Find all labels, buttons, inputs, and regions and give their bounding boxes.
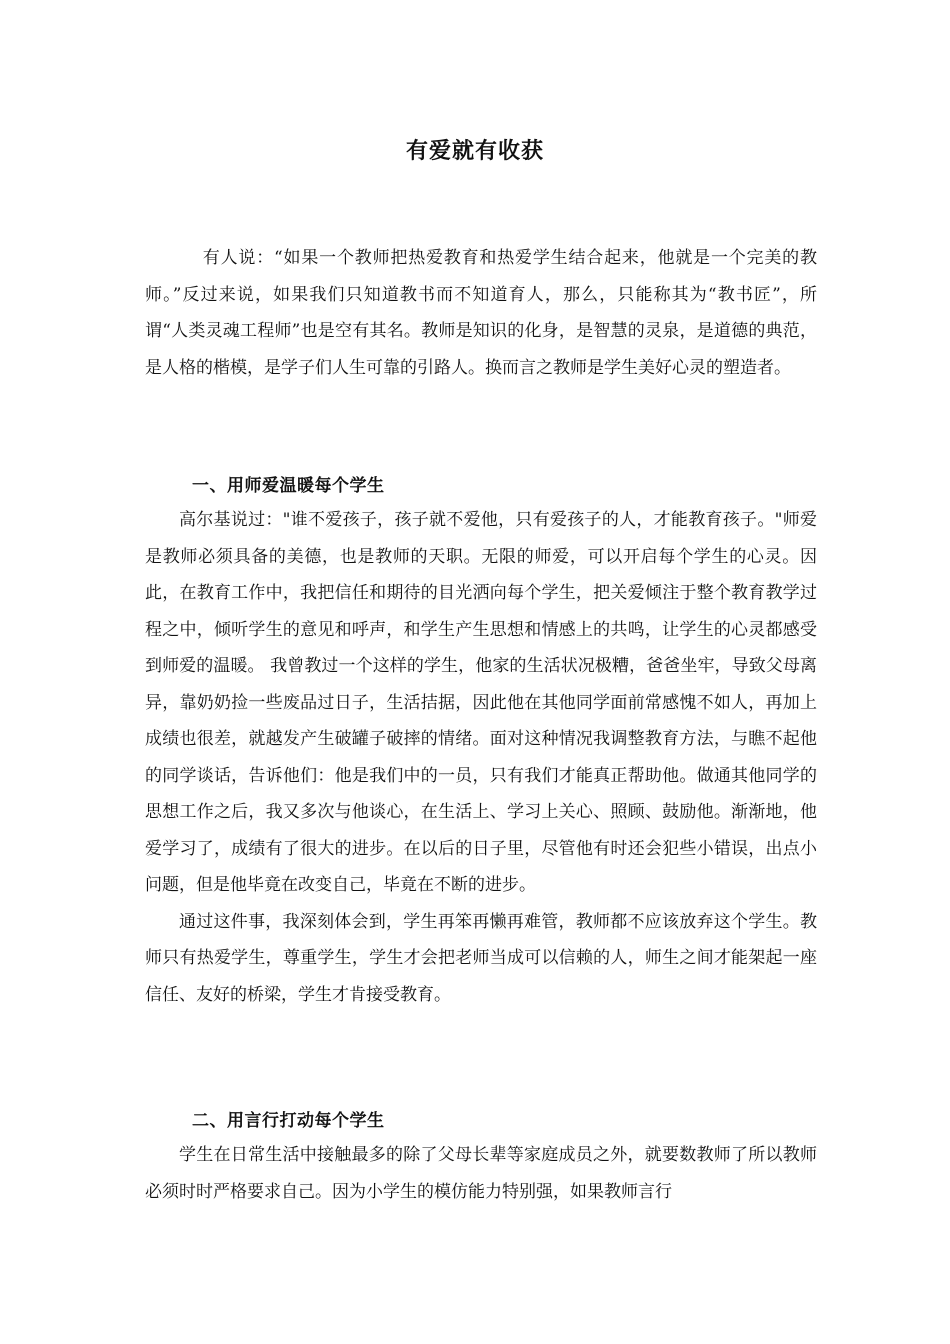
section-1-heading: 一、用师爱温暖每个学生 [192,476,385,496]
section-2-paragraph-1: 学生在日常生活中接触最多的除了父母长辈等家庭成员之外，就要数教师了所以教师必须时时严格要求自己。因为小学生的模仿能力特别强，如果教师言行 [145,1145,817,1202]
section-1-body [145,502,817,1013]
intro-block [145,240,817,386]
intro-paragraph: 有人说：“如果一个教师把热爱教育和热爱学生结合起来，他就是一个完美的教师。”反过来说，如果我们只知道教书而不知道育人，那么，只能称其为“教书匠”，所谓“人类灵魂工程师”也是空有其名。教师是知识的化身，是智慧的灵泉，是道德的典范，是人格的楷模，是学子们人生可靠的引路人。换而言之教师是学生美好心灵的塑造者。 [145,248,817,378]
section-1-paragraph-2: 通过这件事，我深刻体会到，学生再笨再懒再难管，教师都不应该放弃这个学生。教师只有热爱学生，尊重学生，学生才会把老师当成可以信赖的人，师生之间才能架起一座信任、友好的桥梁，学生才肯接受教育。 [145,911,817,1005]
document-title: 有爱就有收获 [405,138,544,164]
section-2-heading: 二、用言行打动每个学生 [192,1111,385,1131]
section-1-paragraph-1: 高尔基说过："谁不爱孩子，孩子就不爱他，只有爱孩子的人，才能教育孩子。"师爱是教师必须具备的美德，也是教师的天职。无限的师爱，可以开启每个学生的心灵。因此，在教育工作中，我把信任和期待的目光洒向每个学生，把关爱倾注于整个教育教学过程之中，倾听学生的意见和呼声，和学生产生思想和情感上的共鸣，让学生的心灵都感受到师爱的温暖。 我曾教过一个这样的学生，他家的生活状况极糟，爸爸坐牢，导致父母离异，靠奶奶捡一些废品过日子，生活拮据，因此他在其他同学面前常感愧不如人，再加上成绩也很差，就越发产生破罐子破摔的情绪。面对这种情况我调整教育方法，与瞧不起他的同学谈话，告诉他们：他是我们中的一员，只有我们才能真正帮助他。做通其他同学的思想工作之后，我又多次与他谈心，在生活上、学习上关心、照顾、鼓励他。渐渐地，他爱学习了，成绩有了很大的进步。在以后的日子里，尽管他有时还会犯些小错误，出点小问题，但是他毕竟在改变自己，毕竟在不断的进步。 [145,510,817,895]
section-2-body [145,1137,817,1210]
